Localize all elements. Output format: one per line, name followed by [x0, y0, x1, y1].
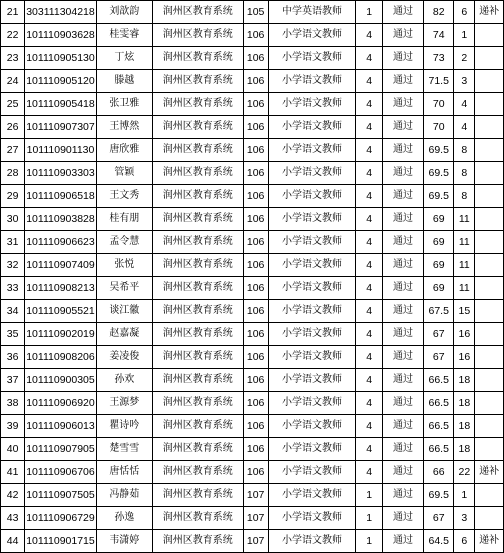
cell-department: 润州区教育系统 [152, 24, 243, 47]
cell-status: 通过 [383, 507, 424, 530]
cell-index: 30 [1, 208, 25, 231]
cell-index: 42 [1, 484, 25, 507]
cell-remark [475, 415, 504, 438]
cell-name: 刘歆韵 [96, 1, 152, 24]
cell-department: 润州区教育系统 [152, 323, 243, 346]
cell-department: 润州区教育系统 [152, 185, 243, 208]
cell-score: 67.5 [423, 300, 454, 323]
cell-department: 润州区教育系统 [152, 277, 243, 300]
cell-position: 小学语文教师 [268, 208, 356, 231]
cell-quota: 4 [356, 392, 383, 415]
cell-position-code: 106 [243, 369, 268, 392]
table-row [1, 277, 504, 300]
cell-position: 小学语文教师 [268, 185, 356, 208]
cell-remark [475, 231, 504, 254]
cell-status: 通过 [383, 70, 424, 93]
cell-status: 通过 [383, 323, 424, 346]
cell-quota: 4 [356, 139, 383, 162]
cell-position-code: 106 [243, 277, 268, 300]
cell-quota: 1 [356, 484, 383, 507]
cell-quota: 4 [356, 185, 383, 208]
table-row [1, 139, 504, 162]
cell-position: 小学语文教师 [268, 346, 356, 369]
table-row [1, 254, 504, 277]
cell-status: 通过 [383, 530, 424, 553]
cell-exam-id: 101110907307 [25, 116, 97, 139]
table-row [1, 1, 504, 24]
table-row [1, 47, 504, 70]
cell-status: 通过 [383, 415, 424, 438]
cell-department: 润州区教育系统 [152, 254, 243, 277]
table-row [1, 93, 504, 116]
cell-name: 孙欢 [96, 369, 152, 392]
cell-department: 润州区教育系统 [152, 507, 243, 530]
cell-quota: 1 [356, 1, 383, 24]
cell-position: 小学语文教师 [268, 254, 356, 277]
cell-rank: 11 [454, 254, 475, 277]
cell-department: 润州区教育系统 [152, 300, 243, 323]
cell-rank: 18 [454, 415, 475, 438]
cell-rank: 11 [454, 277, 475, 300]
cell-index: 31 [1, 231, 25, 254]
cell-exam-id: 101110905120 [25, 70, 97, 93]
cell-score: 69 [423, 231, 454, 254]
cell-position: 小学语文教师 [268, 24, 356, 47]
table-row [1, 116, 504, 139]
cell-remark [475, 369, 504, 392]
cell-name: 孟令慧 [96, 231, 152, 254]
cell-remark [475, 24, 504, 47]
cell-rank: 16 [454, 346, 475, 369]
cell-index: 24 [1, 70, 25, 93]
cell-department: 润州区教育系统 [152, 346, 243, 369]
cell-rank: 1 [454, 24, 475, 47]
cell-score: 66.5 [423, 369, 454, 392]
cell-position: 小学语文教师 [268, 484, 356, 507]
cell-score: 69 [423, 208, 454, 231]
cell-name: 唐恬恬 [96, 461, 152, 484]
cell-index: 38 [1, 392, 25, 415]
cell-quota: 1 [356, 507, 383, 530]
cell-position-code: 106 [243, 231, 268, 254]
cell-position-code: 106 [243, 24, 268, 47]
cell-score: 67 [423, 346, 454, 369]
cell-position: 小学语文教师 [268, 162, 356, 185]
cell-index: 27 [1, 139, 25, 162]
cell-remark [475, 507, 504, 530]
cell-quota: 4 [356, 70, 383, 93]
cell-score: 70 [423, 93, 454, 116]
table-row [1, 438, 504, 461]
cell-status: 通过 [383, 24, 424, 47]
cell-quota: 4 [356, 346, 383, 369]
cell-remark [475, 116, 504, 139]
cell-exam-id: 101110906729 [25, 507, 97, 530]
cell-index: 40 [1, 438, 25, 461]
cell-index: 39 [1, 415, 25, 438]
cell-quota: 4 [356, 47, 383, 70]
cell-name: 管颖 [96, 162, 152, 185]
cell-score: 69.5 [423, 139, 454, 162]
cell-name: 谈江徽 [96, 300, 152, 323]
table-row [1, 208, 504, 231]
cell-status: 通过 [383, 277, 424, 300]
cell-position: 中学英语教师 [268, 1, 356, 24]
cell-score: 67 [423, 507, 454, 530]
cell-position-code: 106 [243, 70, 268, 93]
cell-department: 润州区教育系统 [152, 530, 243, 553]
cell-name: 王博然 [96, 116, 152, 139]
cell-remark [475, 300, 504, 323]
cell-position: 小学语文教师 [268, 93, 356, 116]
cell-rank: 16 [454, 323, 475, 346]
cell-exam-id: 101110906518 [25, 185, 97, 208]
cell-department: 润州区教育系统 [152, 208, 243, 231]
cell-name: 桂有朋 [96, 208, 152, 231]
cell-status: 通过 [383, 369, 424, 392]
cell-exam-id: 101110905418 [25, 93, 97, 116]
cell-rank: 18 [454, 438, 475, 461]
cell-position-code: 106 [243, 93, 268, 116]
table-row [1, 24, 504, 47]
cell-remark [475, 185, 504, 208]
cell-status: 通过 [383, 139, 424, 162]
cell-rank: 11 [454, 208, 475, 231]
table-row [1, 484, 504, 507]
cell-remark [475, 93, 504, 116]
cell-score: 74 [423, 24, 454, 47]
table-row [1, 323, 504, 346]
cell-quota: 4 [356, 415, 383, 438]
cell-score: 69.5 [423, 162, 454, 185]
cell-position: 小学语文教师 [268, 116, 356, 139]
cell-remark [475, 346, 504, 369]
cell-position-code: 105 [243, 1, 268, 24]
cell-exam-id: 101110903303 [25, 162, 97, 185]
cell-position: 小学语文教师 [268, 438, 356, 461]
cell-exam-id: 101110906920 [25, 392, 97, 415]
cell-quota: 4 [356, 208, 383, 231]
cell-status: 通过 [383, 346, 424, 369]
cell-name: 孙逸 [96, 507, 152, 530]
cell-remark [475, 208, 504, 231]
cell-status: 通过 [383, 300, 424, 323]
cell-position-code: 107 [243, 507, 268, 530]
cell-position-code: 106 [243, 47, 268, 70]
cell-remark [475, 392, 504, 415]
table-row [1, 300, 504, 323]
cell-index: 26 [1, 116, 25, 139]
cell-name: 冯静茹 [96, 484, 152, 507]
cell-rank: 8 [454, 162, 475, 185]
cell-rank: 2 [454, 47, 475, 70]
cell-exam-id: 101110900305 [25, 369, 97, 392]
table-row [1, 346, 504, 369]
cell-remark [475, 162, 504, 185]
cell-department: 润州区教育系统 [152, 461, 243, 484]
cell-index: 22 [1, 24, 25, 47]
cell-score: 67 [423, 323, 454, 346]
cell-department: 润州区教育系统 [152, 369, 243, 392]
cell-exam-id: 101110906623 [25, 231, 97, 254]
cell-remark [475, 70, 504, 93]
cell-score: 66.5 [423, 438, 454, 461]
cell-position: 小学语文教师 [268, 369, 356, 392]
cell-name: 楚雪雪 [96, 438, 152, 461]
cell-position-code: 106 [243, 461, 268, 484]
cell-position: 小学语文教师 [268, 530, 356, 553]
cell-name: 王源梦 [96, 392, 152, 415]
cell-rank: 11 [454, 231, 475, 254]
cell-position-code: 106 [243, 346, 268, 369]
cell-remark [475, 484, 504, 507]
cell-position: 小学语文教师 [268, 139, 356, 162]
cell-department: 润州区教育系统 [152, 116, 243, 139]
table-body [1, 1, 504, 553]
cell-remark [475, 277, 504, 300]
cell-exam-id: 101110903828 [25, 208, 97, 231]
cell-rank: 18 [454, 392, 475, 415]
cell-exam-id: 101110905521 [25, 300, 97, 323]
cell-department: 润州区教育系统 [152, 162, 243, 185]
cell-exam-id: 101110906013 [25, 415, 97, 438]
cell-department: 润州区教育系统 [152, 1, 243, 24]
cell-index: 34 [1, 300, 25, 323]
cell-name: 王文秀 [96, 185, 152, 208]
cell-score: 66.5 [423, 415, 454, 438]
cell-name: 张卫雅 [96, 93, 152, 116]
table-row [1, 507, 504, 530]
table-row [1, 415, 504, 438]
cell-position-code: 106 [243, 438, 268, 461]
cell-index: 29 [1, 185, 25, 208]
cell-quota: 1 [356, 530, 383, 553]
cell-position: 小学语文教师 [268, 231, 356, 254]
cell-quota: 4 [356, 438, 383, 461]
cell-status: 通过 [383, 484, 424, 507]
cell-index: 28 [1, 162, 25, 185]
cell-department: 润州区教育系统 [152, 70, 243, 93]
cell-status: 通过 [383, 208, 424, 231]
cell-status: 通过 [383, 116, 424, 139]
cell-position-code: 107 [243, 530, 268, 553]
cell-rank: 8 [454, 185, 475, 208]
cell-exam-id: 101110907905 [25, 438, 97, 461]
cell-score: 64.5 [423, 530, 454, 553]
cell-remark [475, 254, 504, 277]
cell-quota: 4 [356, 162, 383, 185]
cell-remark: 递补 [475, 1, 504, 24]
cell-index: 21 [1, 1, 25, 24]
cell-rank: 3 [454, 507, 475, 530]
cell-name: 丁炫 [96, 47, 152, 70]
cell-position-code: 106 [243, 139, 268, 162]
cell-index: 44 [1, 530, 25, 553]
cell-index: 37 [1, 369, 25, 392]
cell-rank: 18 [454, 369, 475, 392]
cell-department: 润州区教育系统 [152, 139, 243, 162]
cell-rank: 1 [454, 484, 475, 507]
cell-score: 69.5 [423, 185, 454, 208]
cell-rank: 15 [454, 300, 475, 323]
cell-index: 25 [1, 93, 25, 116]
cell-status: 通过 [383, 1, 424, 24]
cell-remark: 递补 [475, 530, 504, 553]
cell-quota: 4 [356, 254, 383, 277]
cell-status: 通过 [383, 254, 424, 277]
cell-index: 33 [1, 277, 25, 300]
table-row [1, 231, 504, 254]
cell-status: 通过 [383, 461, 424, 484]
cell-department: 润州区教育系统 [152, 392, 243, 415]
cell-quota: 4 [356, 277, 383, 300]
cell-position: 小学语文教师 [268, 461, 356, 484]
cell-quota: 4 [356, 116, 383, 139]
table-row [1, 461, 504, 484]
cell-rank: 4 [454, 116, 475, 139]
table-row [1, 70, 504, 93]
cell-rank: 6 [454, 530, 475, 553]
cell-score: 82 [423, 1, 454, 24]
table-row [1, 369, 504, 392]
cell-position-code: 106 [243, 208, 268, 231]
cell-position-code: 106 [243, 116, 268, 139]
cell-exam-id: 101110905130 [25, 47, 97, 70]
table-row [1, 530, 504, 553]
cell-name: 唐欣雅 [96, 139, 152, 162]
cell-index: 43 [1, 507, 25, 530]
cell-quota: 4 [356, 24, 383, 47]
cell-exam-id: 101110901130 [25, 139, 97, 162]
cell-status: 通过 [383, 93, 424, 116]
cell-status: 通过 [383, 185, 424, 208]
cell-score: 66 [423, 461, 454, 484]
cell-department: 润州区教育系统 [152, 484, 243, 507]
table-row [1, 185, 504, 208]
cell-exam-id: 101110908213 [25, 277, 97, 300]
cell-status: 通过 [383, 231, 424, 254]
cell-exam-id: 303111304218 [25, 1, 97, 24]
cell-index: 41 [1, 461, 25, 484]
cell-rank: 6 [454, 1, 475, 24]
cell-quota: 4 [356, 461, 383, 484]
cell-remark [475, 47, 504, 70]
cell-position: 小学语文教师 [268, 323, 356, 346]
cell-exam-id: 101110908206 [25, 346, 97, 369]
cell-position-code: 106 [243, 185, 268, 208]
cell-position-code: 106 [243, 254, 268, 277]
cell-quota: 4 [356, 231, 383, 254]
cell-name: 姜凌俊 [96, 346, 152, 369]
cell-position-code: 107 [243, 484, 268, 507]
cell-rank: 22 [454, 461, 475, 484]
cell-index: 36 [1, 346, 25, 369]
cell-quota: 4 [356, 300, 383, 323]
cell-name: 韦潇婷 [96, 530, 152, 553]
cell-status: 通过 [383, 438, 424, 461]
cell-position-code: 106 [243, 392, 268, 415]
table-row [1, 392, 504, 415]
cell-rank: 3 [454, 70, 475, 93]
cell-remark [475, 438, 504, 461]
cell-exam-id: 101110906706 [25, 461, 97, 484]
cell-score: 66.5 [423, 392, 454, 415]
cell-department: 润州区教育系统 [152, 438, 243, 461]
cell-position: 小学语文教师 [268, 47, 356, 70]
cell-index: 23 [1, 47, 25, 70]
cell-score: 70 [423, 116, 454, 139]
cell-department: 润州区教育系统 [152, 47, 243, 70]
cell-status: 通过 [383, 162, 424, 185]
cell-quota: 4 [356, 323, 383, 346]
cell-remark: 递补 [475, 461, 504, 484]
cell-name: 张悦 [96, 254, 152, 277]
cell-position: 小学语文教师 [268, 300, 356, 323]
cell-score: 71.5 [423, 70, 454, 93]
cell-department: 润州区教育系统 [152, 93, 243, 116]
cell-department: 润州区教育系统 [152, 415, 243, 438]
cell-status: 通过 [383, 392, 424, 415]
cell-exam-id: 101110901715 [25, 530, 97, 553]
cell-name: 桂雯睿 [96, 24, 152, 47]
cell-name: 滕越 [96, 70, 152, 93]
cell-status: 通过 [383, 47, 424, 70]
cell-position-code: 106 [243, 300, 268, 323]
cell-position: 小学语文教师 [268, 392, 356, 415]
cell-position: 小学语文教师 [268, 415, 356, 438]
cell-exam-id: 101110902019 [25, 323, 97, 346]
cell-remark [475, 139, 504, 162]
cell-quota: 4 [356, 369, 383, 392]
cell-name: 赵嘉凝 [96, 323, 152, 346]
cell-position-code: 106 [243, 162, 268, 185]
cell-exam-id: 101110907409 [25, 254, 97, 277]
cell-remark [475, 323, 504, 346]
cell-score: 69 [423, 254, 454, 277]
cell-quota: 4 [356, 93, 383, 116]
cell-position: 小学语文教师 [268, 277, 356, 300]
cell-score: 69.5 [423, 484, 454, 507]
cell-rank: 4 [454, 93, 475, 116]
cell-score: 69 [423, 277, 454, 300]
cell-index: 35 [1, 323, 25, 346]
cell-name: 瞿诗吟 [96, 415, 152, 438]
cell-position-code: 106 [243, 415, 268, 438]
cell-exam-id: 101110903628 [25, 24, 97, 47]
cell-exam-id: 101110907505 [25, 484, 97, 507]
cell-department: 润州区教育系统 [152, 231, 243, 254]
table-row [1, 162, 504, 185]
cell-position: 小学语文教师 [268, 507, 356, 530]
cell-position-code: 106 [243, 323, 268, 346]
cell-name: 吴希平 [96, 277, 152, 300]
cell-rank: 8 [454, 139, 475, 162]
cell-score: 73 [423, 47, 454, 70]
cell-position: 小学语文教师 [268, 70, 356, 93]
cell-index: 32 [1, 254, 25, 277]
